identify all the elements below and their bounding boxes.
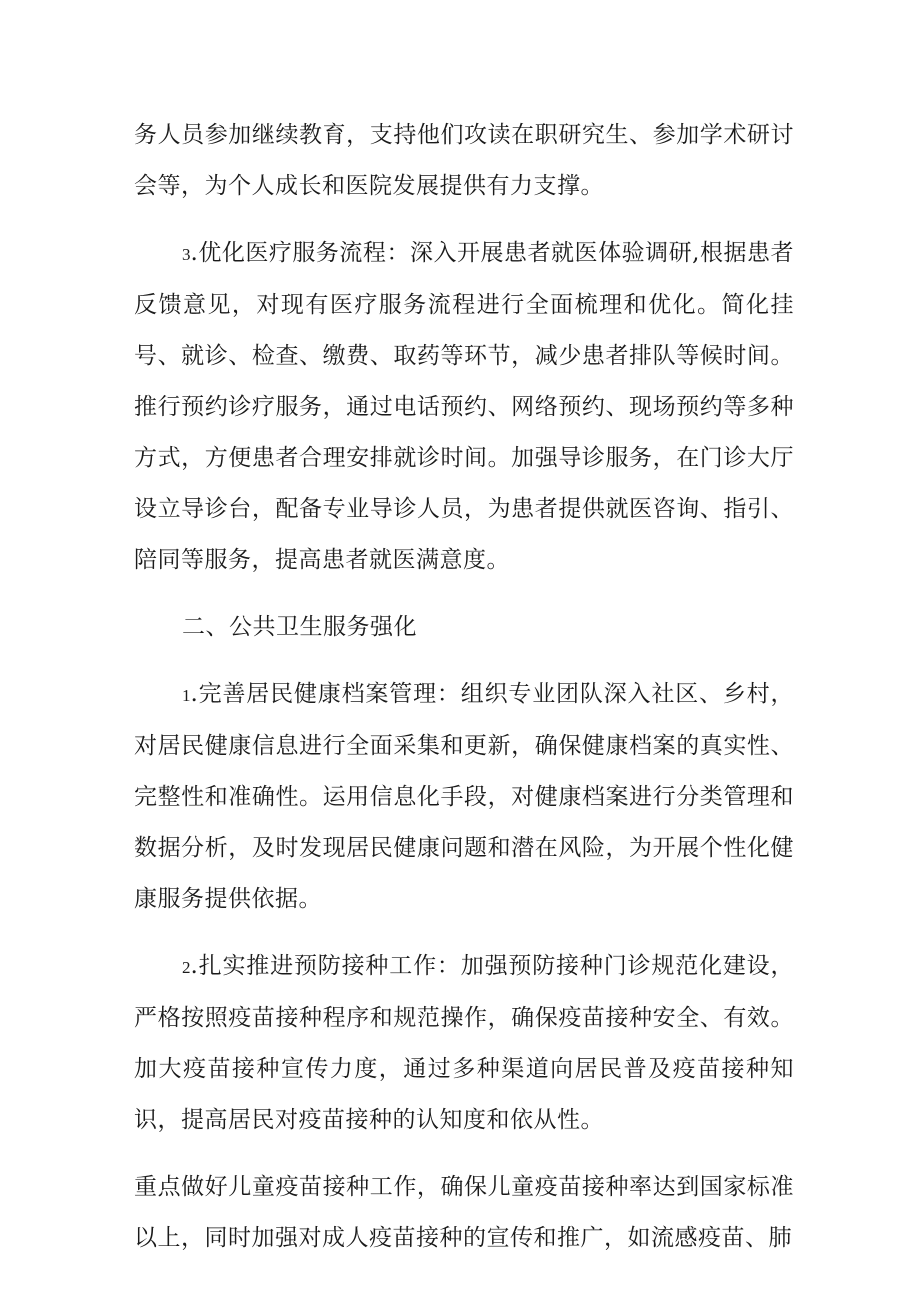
paragraph-item-3 [134, 228, 794, 586]
paragraph-item-2 [134, 941, 794, 1146]
paragraph-continued [134, 110, 794, 212]
item-number: 2 [182, 958, 191, 977]
paragraph-text: .完善居民健康档案管理：组织专业团队深入社区、乡村，对居民健康信息进行全面采集和更新，确保健康档案的真实性、完整性和准确性。运用信息化手段，对健康档案进行分类管理和数据分析，及时发现居民健康问题和潜在风险，为开展个性化健康服务提供依据。 [134, 681, 794, 912]
paragraph-text: 重点做好儿童疫苗接种工作，确保儿童疫苗接种率达到国家标准以上，同时加强对成人疫苗接种的宣传和推广，如流感疫苗、肺 [134, 1174, 794, 1251]
section-heading [134, 602, 794, 653]
paragraph-text: 务人员参加继续教育，支持他们攻读在职研究生、参加学术研讨会等，为个人成长和医院发展提供有力支撑。 [134, 122, 794, 199]
paragraph-continuation [134, 1162, 794, 1264]
document-body [134, 110, 794, 1264]
heading-text: 二、公共卫生服务强化 [182, 614, 417, 640]
paragraph-item-1 [134, 669, 794, 925]
paragraph-text: .扎实推进预防接种工作：加强预防接种门诊规范化建设，严格按照疫苗接种程序和规范操作，确保疫苗接种安全、有效。加大疫苗接种宣传力度，通过多种渠道向居民普及疫苗接种知识，提高居民对疫苗接种的认知度和依从性。 [134, 953, 794, 1133]
item-number: 3 [182, 245, 191, 264]
item-number: 1 [182, 686, 191, 705]
paragraph-text: .优化医疗服务流程：深入开展患者就医体验调研,根据患者反馈意见，对现有医疗服务流程进行全面梳理和优化。简化挂号、就诊、检查、缴费、取药等环节，减少患者排队等候时间。推行预约诊疗服务，通过电话预约、网络预约、现场预约等多种方式，方便患者合理安排就诊时间。加强导诊服务，在门诊大厅设立导诊台，配备专业导诊人员，为患者提供就医咨询、指引、陪同等服务，提高患者就医满意度。 [134, 240, 794, 573]
